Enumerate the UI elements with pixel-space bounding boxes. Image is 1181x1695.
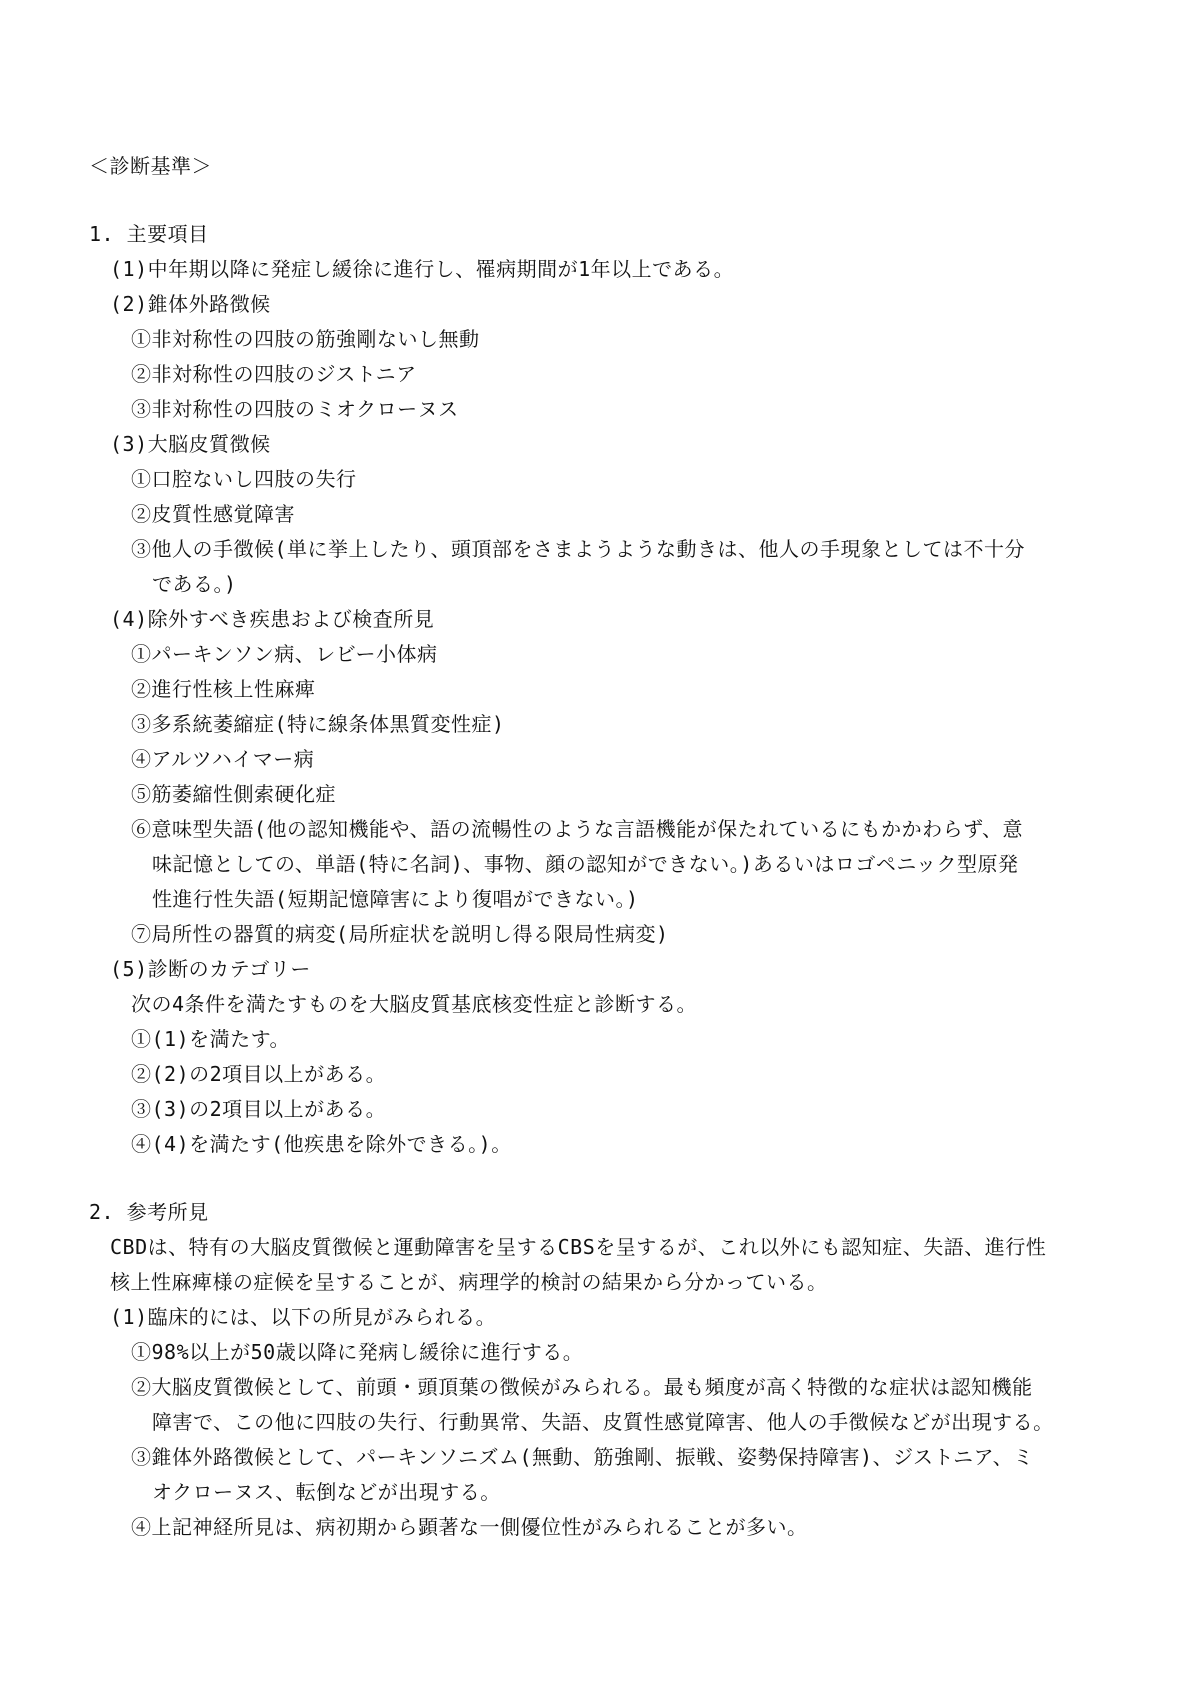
section-2-paragraph-line-2: 核上性麻痺様の症候を呈することが、病理学的検討の結果から分かっている。 [110, 1270, 828, 1294]
section-2-title: 2. 参考所見 [89, 1200, 209, 1224]
section-2-sub-4: ④上記神経所見は、病初期から顕著な一側優位性がみられることが多い。 [131, 1515, 808, 1539]
item-2-title: (2)錐体外路徴候 [110, 292, 271, 316]
section-1-title: 1. 主要項目 [89, 222, 209, 246]
section-2-sub-3: ③錐体外路徴候として、パーキンソニズム(無動、筋強剛、振戦、姿勢保持障害)、ジストニア、ミ [131, 1445, 1034, 1469]
section-2-sub-2-continuation: 障害で、この他に四肢の失行、行動異常、失語、皮質性感覚障害、他人の手徴候などが出現する。 [152, 1410, 1054, 1434]
item-4-sub-6-continuation-2: 性進行性失語(短期記憶障害により復唱ができない。) [152, 887, 639, 911]
item-3-title: (3)大脳皮質徴候 [110, 432, 271, 456]
section-2-sub-1: ①98%以上が50歳以降に発病し緩徐に進行する。 [131, 1340, 584, 1364]
item-3-sub-3: ③他人の手徴候(単に挙上したり、頭頂部をさまようような動きは、他人の手現象としては不十分 [131, 537, 1026, 561]
item-5-sub-1: ①(1)を満たす。 [131, 1027, 291, 1051]
section-2-sub-2: ②大脳皮質徴候として、前頭・頭頂葉の徴候がみられる。最も頻度が高く特徴的な症状は認知機能 [131, 1375, 1033, 1399]
item-4-sub-6: ⑥意味型失語(他の認知機能や、語の流暢性のような言語機能が保たれているにもかかわらず、意 [131, 817, 1024, 841]
item-4-sub-5: ⑤筋萎縮性側索硬化症 [131, 782, 336, 806]
item-3-sub-1: ①口腔ないし四肢の失行 [131, 467, 357, 491]
item-4-sub-4: ④アルツハイマー病 [131, 747, 315, 771]
item-2-sub-1: ①非対称性の四肢の筋強剛ないし無動 [131, 327, 480, 351]
item-5-sub-4: ④(4)を満たす(他疾患を除外できる。)。 [131, 1132, 512, 1156]
item-4-sub-6-continuation-1: 味記憶としての、単語(特に名詞)、事物、顔の認知ができない。)あるいはロゴペニック型原発 [152, 852, 1019, 876]
item-4-sub-3: ③多系統萎縮症(特に線条体黒質変性症) [131, 712, 505, 736]
item-4-title: (4)除外すべき疾患および検査所見 [110, 607, 435, 631]
item-1: (1)中年期以降に発症し緩徐に進行し、罹病期間が1年以上である。 [110, 257, 735, 281]
item-4-sub-1: ①パーキンソン病、レビー小体病 [131, 642, 438, 666]
section-2-paragraph-line-1: CBDは、特有の大脳皮質徴候と運動障害を呈するCBSを呈するが、これ以外にも認知症、失語、進行性 [110, 1235, 1047, 1259]
section-2-item-1-title: (1)臨床的には、以下の所見がみられる。 [110, 1305, 497, 1329]
item-3-sub-2: ②皮質性感覚障害 [131, 502, 295, 526]
item-4-sub-2: ②進行性核上性麻痺 [131, 677, 316, 701]
item-2-sub-2: ②非対称性の四肢のジストニア [131, 362, 417, 386]
item-5-intro: 次の4条件を満たすものを大脳皮質基底核変性症と診断する。 [131, 992, 698, 1016]
item-5-sub-3: ③(3)の2項目以上がある。 [131, 1097, 387, 1121]
item-4-sub-7: ⑦局所性の器質的病変(局所症状を説明し得る限局性病変) [131, 922, 669, 946]
item-5-title: (5)診断のカテゴリー [110, 957, 311, 981]
item-5-sub-2: ②(2)の2項目以上がある。 [131, 1062, 387, 1086]
document-heading: ＜診断基準＞ [89, 154, 212, 178]
item-2-sub-3: ③非対称性の四肢のミオクローヌス [131, 397, 459, 421]
item-3-sub-3-continuation: である。) [152, 572, 237, 596]
section-2-sub-3-continuation: オクローヌス、転倒などが出現する。 [152, 1480, 501, 1504]
